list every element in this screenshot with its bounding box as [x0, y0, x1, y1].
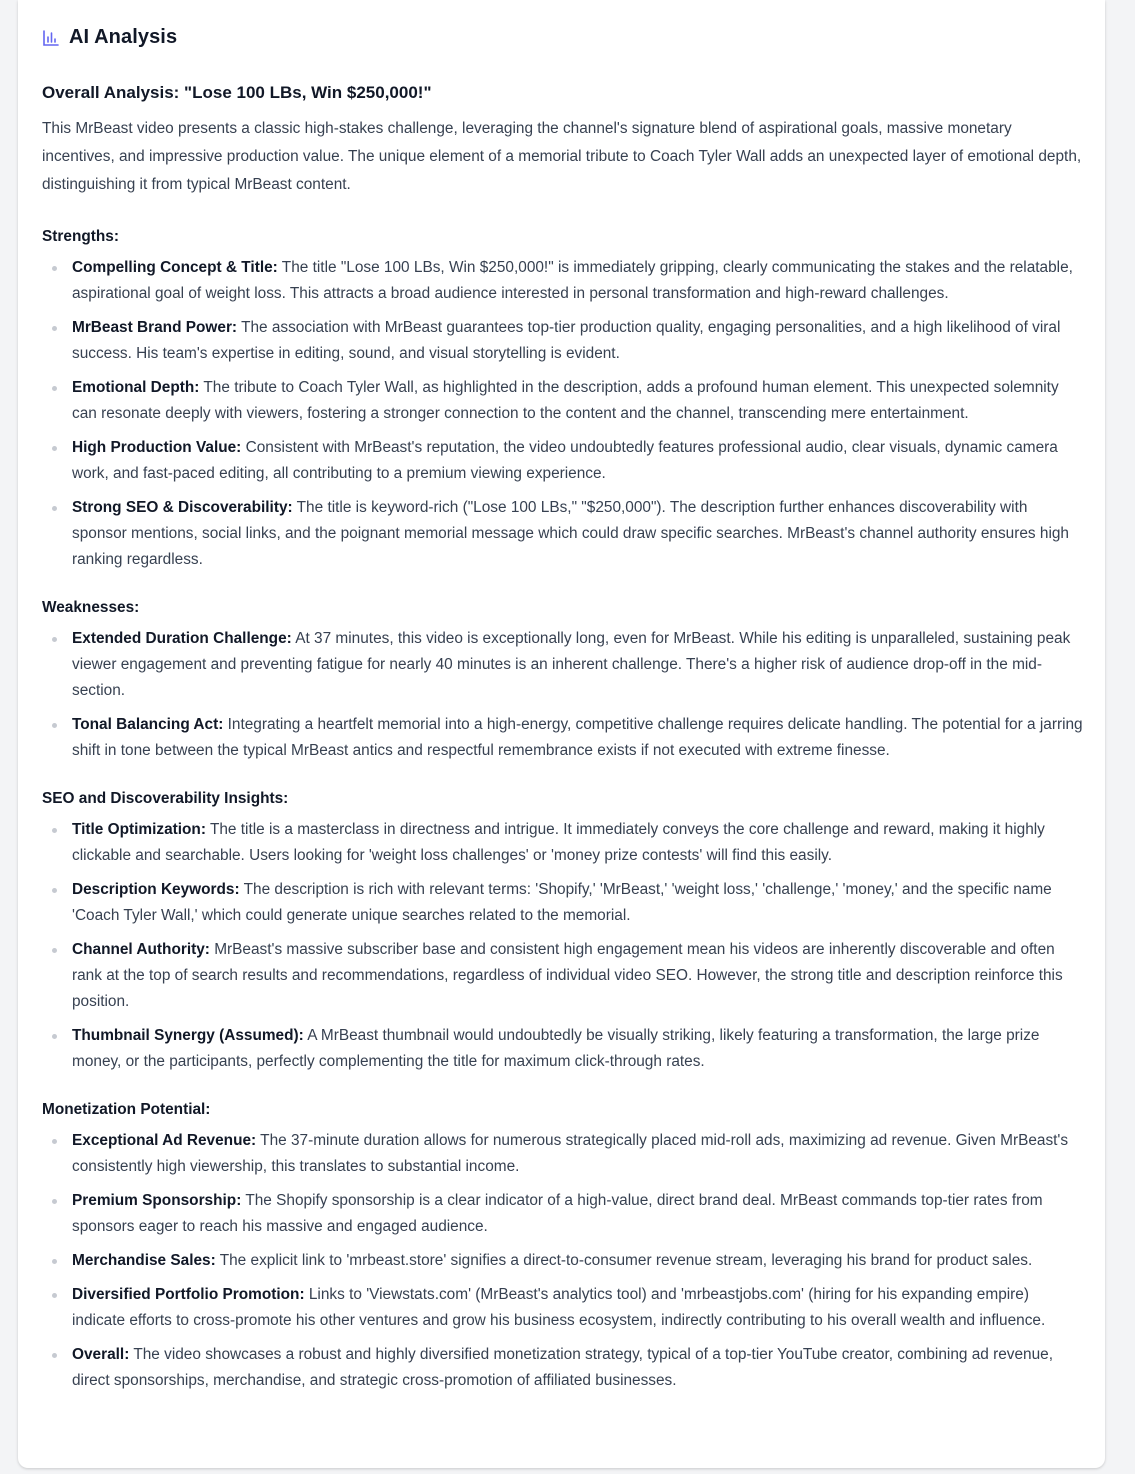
list-item-text: The title is a masterclass in directness and intrigue. It immediately conveys the core challenge and reward, making it highly clickable and searchable. Users looking for 'weight loss challenges' or 'money prize contests' will find this easily. [72, 821, 1045, 864]
list-item-text: At 37 minutes, this video is exceptionally long, even for MrBeast. While his editing is unparalleled, sustaining peak viewer engagement and preventing fatigue for nearly 40 minutes is an inherent challenge. There's a higher risk of audience drop-off in the mid-section. [72, 630, 1071, 699]
list-item-text: The tribute to Coach Tyler Wall, as highlighted in the description, adds a profound human element. This unexpected solemnity can resonate deeply with viewers, fostering a stronger connection to the content and the channel, transcending mere entertainment. [72, 379, 1059, 422]
list-item [72, 712, 1086, 764]
list-item-label: Title Optimization: [72, 821, 206, 838]
list-item-label: Extended Duration Challenge: [72, 630, 292, 647]
ai-analysis-panel [18, 0, 1105, 1468]
list-item-label: Premium Sponsorship: [72, 1192, 242, 1209]
list-item-label: Diversified Portfolio Promotion: [72, 1286, 305, 1303]
section-list-strengths [42, 255, 1086, 573]
list-item [72, 1248, 1086, 1274]
list-item [72, 495, 1086, 573]
list-item [72, 1188, 1086, 1240]
list-item-label: High Production Value: [72, 439, 242, 456]
list-item-text: The explicit link to 'mrbeast.store' signifies a direct-to-consumer revenue stream, leveraging his brand for product sales. [219, 1252, 1033, 1269]
list-item-text: The association with MrBeast guarantees top-tier production quality, engaging personalities, and a high likelihood of viral success. His team's expertise in editing, sound, and visual storytelling is evident. [72, 319, 1061, 362]
panel-title: AI Analysis [69, 26, 178, 48]
list-item-label: Thumbnail Synergy (Assumed): [72, 1027, 304, 1044]
list-item-label: Compelling Concept & Title: [72, 259, 278, 276]
list-item-label: Exceptional Ad Revenue: [72, 1132, 257, 1149]
list-item [72, 626, 1086, 704]
list-item-text: The video showcases a robust and highly diversified monetization strategy, typical of a top-tier YouTube creator, combining ad revenue, direct sponsorships, merchandise, and strategic cross-promotion of affiliated businesses. [72, 1346, 1054, 1389]
analysis-title: Overall Analysis: "Lose 100 LBs, Win $250,000!" [42, 83, 432, 102]
section-title-monetization-potential: Monetization Potential: [42, 1101, 211, 1118]
list-item-text: A MrBeast thumbnail would undoubtedly be visually striking, likely featuring a transformation, the large prize money, or the participants, perfectly complementing the title for maximum click-through rates. [72, 1027, 1040, 1070]
list-item-text: Links to 'Viewstats.com' (MrBeast's analytics tool) and 'mrbeastjobs.com' (hiring for his expanding empire) indicate efforts to cross-promote his other ventures and grow his business ecosystem, indirectly contributing to his overall wealth and influence. [72, 1286, 1046, 1329]
list-item [72, 877, 1086, 929]
list-item-text: The title is keyword-rich ("Lose 100 LBs," "$250,000"). The description further enhances discoverability with sponsor mentions, social links, and the poignant memorial message which could draw specific searches. MrBeast's channel authority ensures high ranking regardless. [72, 499, 1069, 568]
list-item-text: The 37-minute duration allows for numerous strategically placed mid-roll ads, maximizing ad revenue. Given MrBeast's consistently high viewership, this translates to substantial income. [72, 1132, 1069, 1175]
list-item [72, 1342, 1086, 1394]
list-item-text: Consistent with MrBeast's reputation, the video undoubtedly features professional audio, clear visuals, dynamic camera work, and fast-paced editing, all contributing to a premium viewing experience. [72, 439, 1058, 482]
list-item [72, 1282, 1086, 1334]
list-item-label: Description Keywords: [72, 881, 240, 898]
list-item [72, 255, 1086, 307]
list-item-text: The description is rich with relevant terms: 'Shopify,' 'MrBeast,' 'weight loss,' 'challenge,' 'money,' and the specific name 'Coach Tyler Wall,' which could generate unique searches related to the memorial. [72, 881, 1052, 924]
list-item-label: Merchandise Sales: [72, 1252, 216, 1269]
analysis-content [42, 80, 1086, 1402]
list-item-label: Emotional Depth: [72, 379, 200, 396]
list-item-label: Channel Authority: [72, 941, 210, 958]
list-item-text: The title "Lose 100 LBs, Win $250,000!" is immediately gripping, clearly communicating the stakes and the relatable, aspirational goal of weight loss. This attracts a broad audience interested in personal transformation and high-reward challenges. [72, 259, 1073, 302]
list-item [72, 1023, 1086, 1075]
section-title-strengths: Strengths: [42, 228, 119, 245]
list-item-label: Overall: [72, 1346, 130, 1363]
section-title-weaknesses: Weaknesses: [42, 599, 140, 616]
section-title-seo-and-discoverability-insights: SEO and Discoverability Insights: [42, 790, 289, 807]
list-item [72, 375, 1086, 427]
list-item [72, 435, 1086, 487]
list-item-text: MrBeast's massive subscriber base and consistent high engagement mean his videos are inherently discoverable and often rank at the top of search results and recommendations, regardless of individual video SEO. However, the strong title and description reinforce this position. [72, 941, 1063, 1010]
list-item [72, 1128, 1086, 1180]
bar-chart-icon [42, 29, 60, 47]
list-item [72, 937, 1086, 1015]
section-list-monetization-potential [42, 1128, 1086, 1394]
analysis-sections [42, 226, 1086, 1394]
list-item-text: Integrating a heartfelt memorial into a high-energy, competitive challenge requires delicate handling. The potential for a jarring shift in tone between the typical MrBeast antics and respectful remembrance exists if not executed with extreme finesse. [72, 716, 1083, 759]
list-item-label: Strong SEO & Discoverability: [72, 499, 293, 516]
list-item [72, 817, 1086, 869]
analysis-intro: This MrBeast video presents a classic high-stakes challenge, leveraging the channel's signature blend of aspirational goals, massive monetary incentives, and impressive production value. The unique element of a memorial tribute to Coach Tyler Wall adds an unexpected layer of emotional depth, distinguishing it from typical MrBeast content. [42, 120, 1082, 193]
section-list-weaknesses [42, 626, 1086, 764]
list-item-text: The Shopify sponsorship is a clear indicator of a high-value, direct brand deal. MrBeast commands top-tier rates from sponsors eager to reach his massive and engaged audience. [72, 1192, 1043, 1235]
panel-header [42, 26, 177, 49]
section-list-seo-and-discoverability-insights [42, 817, 1086, 1075]
list-item [72, 315, 1086, 367]
list-item-label: MrBeast Brand Power: [72, 319, 238, 336]
list-item-label: Tonal Balancing Act: [72, 716, 224, 733]
